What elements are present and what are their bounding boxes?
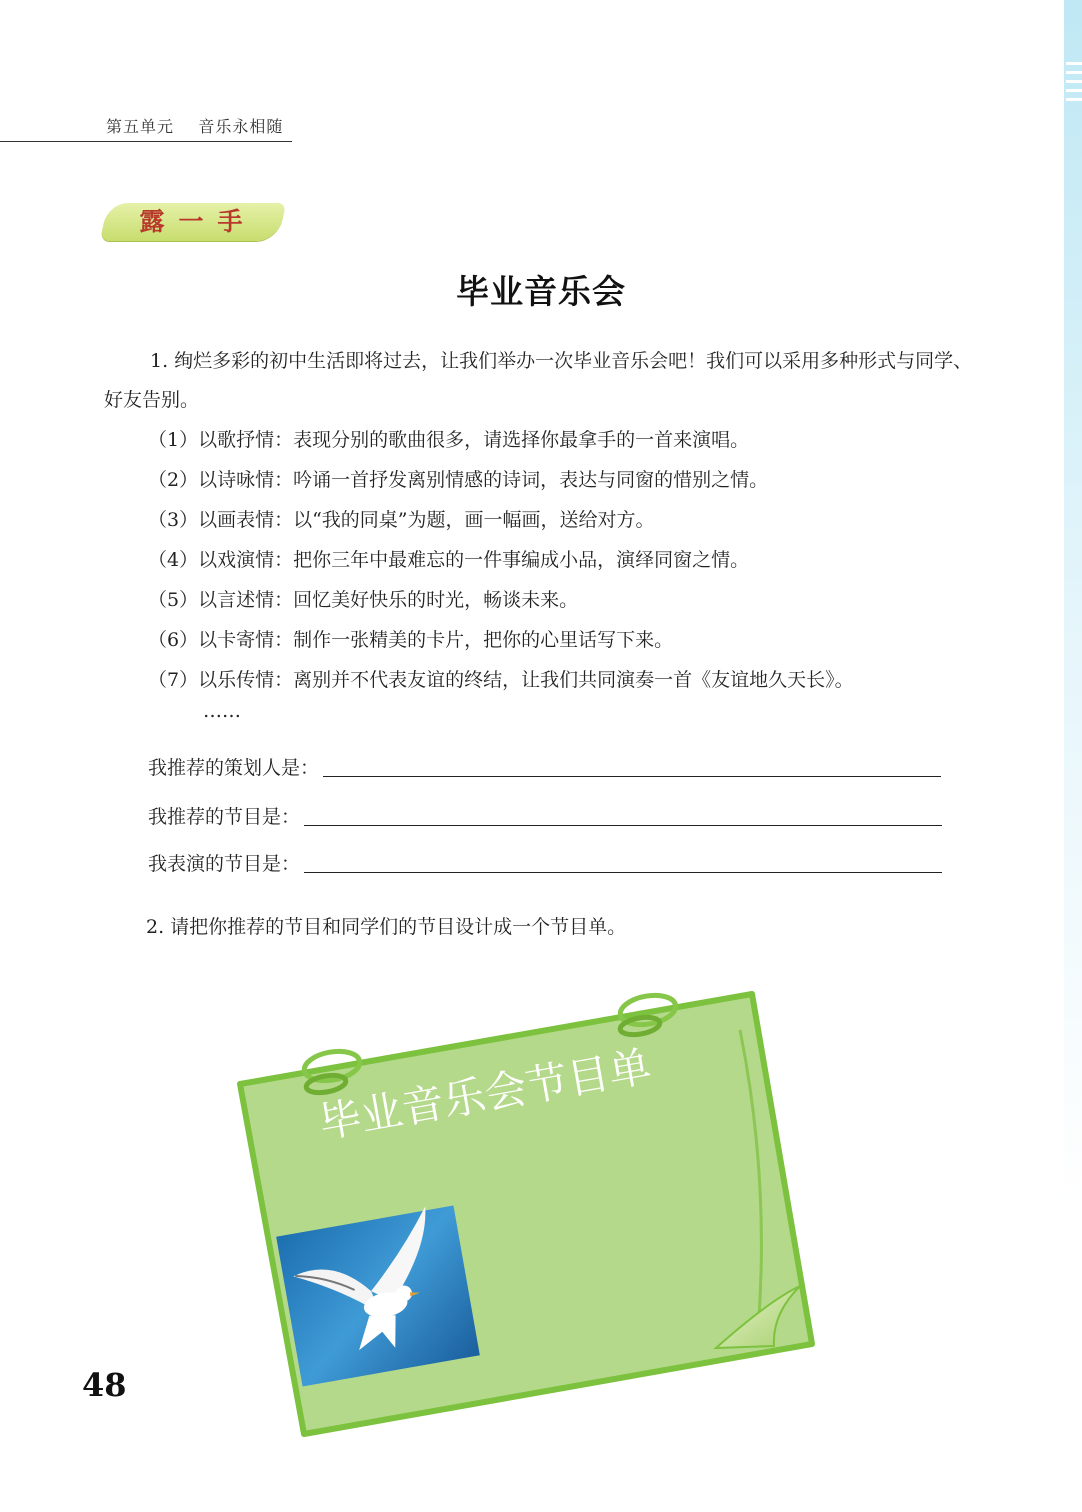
- section-badge-label: 露一手: [139, 207, 257, 236]
- list-item: （5）以言述情：回忆美好快乐的时光，畅谈未来。: [148, 589, 579, 611]
- list-item: （1）以歌抒情：表现分别的歌曲很多，请选择你最拿手的一首来演唱。: [148, 429, 750, 451]
- question-2: 2. 请把你推荐的节目和同学们的节目设计成一个节目单。: [146, 916, 627, 938]
- card-title: 毕业音乐会节目单: [315, 1041, 655, 1148]
- list-item: （7）以乐传情：离别并不代表友谊的终结，让我们共同演奏一首《友谊地久天长》。: [148, 669, 854, 691]
- list-item: （6）以卡寄情：制作一张精美的卡片，把你的心里话写下来。: [148, 629, 674, 651]
- unit-label: 第五单元: [106, 117, 175, 136]
- planner-label: 我推荐的策划人是：: [148, 757, 320, 779]
- list-item: （2）以诗咏情：吟诵一首抒发离别情感的诗词，表达与同窗的惜别之情。: [148, 469, 769, 491]
- perform-label: 我表演的节目是：: [148, 853, 301, 875]
- program-label: 我推荐的节目是：: [148, 806, 301, 828]
- list-ellipsis: ……: [203, 700, 241, 722]
- list-item: （4）以戏演情：把你三年中最难忘的一件事编成小品，演绎同窗之情。: [148, 549, 750, 571]
- list-item: （3）以画表情：以“我的同桌”为题，画一幅画，送给对方。: [148, 509, 655, 531]
- page-title: 毕业音乐会: [456, 272, 626, 311]
- intro-text: 1. 绚烂多彩的初中生活即将过去，让我们举办一次毕业音乐会吧！我们可以采用多种形式与同学、好友告别。: [104, 350, 973, 411]
- page-number: 48: [82, 1366, 127, 1404]
- unit-title: 音乐永相随: [198, 117, 284, 136]
